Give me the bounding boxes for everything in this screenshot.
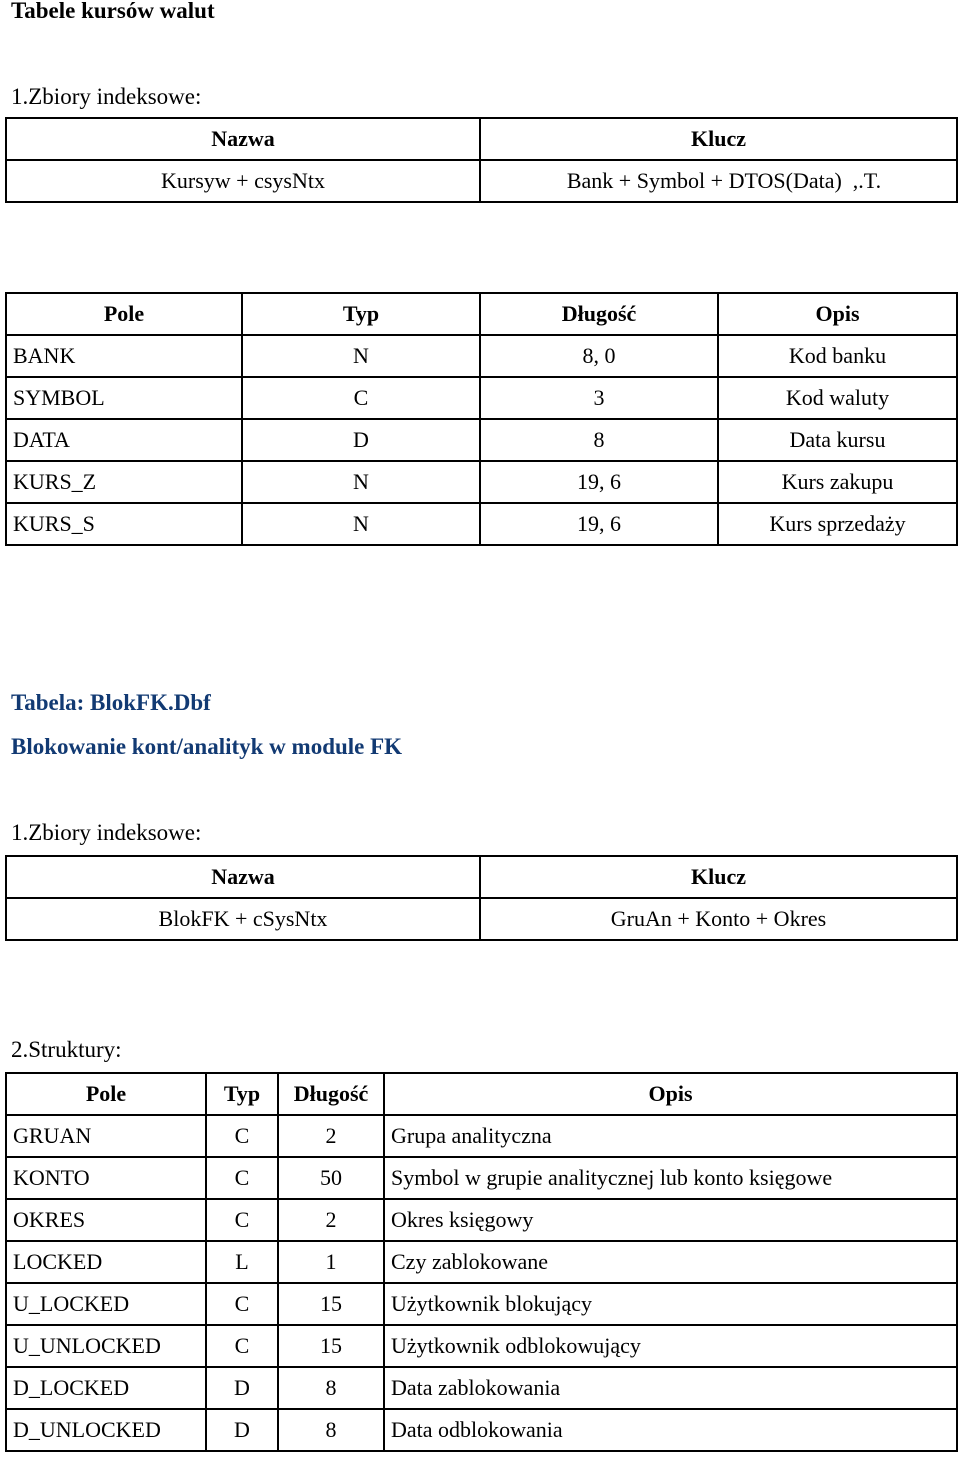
field-desc-cell: Kurs sprzedaży	[718, 503, 957, 545]
header-dlugosc: Długość	[278, 1073, 384, 1115]
field-name-cell: DATA	[6, 419, 242, 461]
table-row	[6, 160, 957, 202]
index-key-cell: Bank + Symbol + DTOS(Data) ,.T.	[480, 160, 957, 202]
field-length-cell: 1	[278, 1241, 384, 1283]
field-name-cell: OKRES	[6, 1199, 206, 1241]
structure-table-blokfk	[5, 1072, 958, 1452]
table-row	[6, 1157, 957, 1199]
field-type-cell: C	[242, 377, 480, 419]
table-row	[6, 1409, 957, 1451]
field-length-cell: 3	[480, 377, 718, 419]
field-desc-cell: Data odblokowania	[384, 1409, 957, 1451]
field-desc-cell: Symbol w grupie analitycznej lub konto księgowe	[384, 1157, 957, 1199]
field-desc-cell: Kod banku	[718, 335, 957, 377]
header-klucz: Klucz	[480, 856, 957, 898]
field-length-cell: 50	[278, 1157, 384, 1199]
field-desc-cell: Data zablokowania	[384, 1367, 957, 1409]
field-length-cell: 8	[480, 419, 718, 461]
table-row	[6, 335, 957, 377]
field-type-cell: C	[206, 1325, 278, 1367]
field-length-cell: 2	[278, 1199, 384, 1241]
header-opis: Opis	[384, 1073, 957, 1115]
field-desc-cell: Kurs zakupu	[718, 461, 957, 503]
index-name-cell: BlokFK + cSysNtx	[6, 898, 480, 940]
field-name-cell: D_LOCKED	[6, 1367, 206, 1409]
page-title: Tabele kursów walut	[11, 0, 215, 23]
field-desc-cell: Użytkownik odblokowujący	[384, 1325, 957, 1367]
field-type-cell: D	[206, 1409, 278, 1451]
table-description: Blokowanie kont/analityk w module FK	[11, 734, 403, 759]
table-header-row	[6, 856, 957, 898]
field-name-cell: KONTO	[6, 1157, 206, 1199]
field-type-cell: D	[242, 419, 480, 461]
field-name-cell: U_LOCKED	[6, 1283, 206, 1325]
index-table-kursy	[5, 117, 958, 203]
header-klucz: Klucz	[480, 118, 957, 160]
field-type-cell: C	[206, 1115, 278, 1157]
field-length-cell: 8	[278, 1409, 384, 1451]
field-type-cell: N	[242, 503, 480, 545]
header-opis: Opis	[718, 293, 957, 335]
index-sets-label: 1.Zbiory indeksowe:	[11, 820, 202, 845]
field-length-cell: 19, 6	[480, 461, 718, 503]
field-length-cell: 2	[278, 1115, 384, 1157]
field-desc-cell: Czy zablokowane	[384, 1241, 957, 1283]
table-row	[6, 898, 957, 940]
header-nazwa: Nazwa	[6, 856, 480, 898]
table-header-row	[6, 293, 957, 335]
header-pole: Pole	[6, 1073, 206, 1115]
field-name-cell: LOCKED	[6, 1241, 206, 1283]
field-type-cell: N	[242, 335, 480, 377]
field-name-cell: U_UNLOCKED	[6, 1325, 206, 1367]
table-row	[6, 1283, 957, 1325]
table-row	[6, 1367, 957, 1409]
field-type-cell: N	[242, 461, 480, 503]
field-length-cell: 15	[278, 1283, 384, 1325]
structure-table-kursy	[5, 292, 958, 546]
field-desc-cell: Okres księgowy	[384, 1199, 957, 1241]
header-typ: Typ	[206, 1073, 278, 1115]
field-name-cell: KURS_Z	[6, 461, 242, 503]
field-type-cell: C	[206, 1283, 278, 1325]
table-row	[6, 1325, 957, 1367]
field-name-cell: D_UNLOCKED	[6, 1409, 206, 1451]
index-name-cell: Kursyw + csysNtx	[6, 160, 480, 202]
field-desc-cell: Grupa analityczna	[384, 1115, 957, 1157]
index-sets-label: 1.Zbiory indeksowe:	[11, 84, 202, 109]
field-type-cell: D	[206, 1367, 278, 1409]
field-length-cell: 8	[278, 1367, 384, 1409]
header-typ: Typ	[242, 293, 480, 335]
table-row	[6, 377, 957, 419]
field-name-cell: BANK	[6, 335, 242, 377]
field-length-cell: 15	[278, 1325, 384, 1367]
header-dlugosc: Długość	[480, 293, 718, 335]
field-name-cell: KURS_S	[6, 503, 242, 545]
field-desc-cell: Użytkownik blokujący	[384, 1283, 957, 1325]
table-row	[6, 1115, 957, 1157]
field-length-cell: 19, 6	[480, 503, 718, 545]
field-desc-cell: Kod waluty	[718, 377, 957, 419]
table-file-label: Tabela: BlokFK.Dbf	[11, 690, 211, 715]
header-pole: Pole	[6, 293, 242, 335]
header-nazwa: Nazwa	[6, 118, 480, 160]
field-name-cell: SYMBOL	[6, 377, 242, 419]
field-type-cell: L	[206, 1241, 278, 1283]
table-row	[6, 1241, 957, 1283]
field-type-cell: C	[206, 1199, 278, 1241]
field-name-cell: GRUAN	[6, 1115, 206, 1157]
table-row	[6, 461, 957, 503]
index-table-blokfk	[5, 855, 958, 941]
field-type-cell: C	[206, 1157, 278, 1199]
field-length-cell: 8, 0	[480, 335, 718, 377]
structures-label: 2.Struktury:	[11, 1037, 122, 1062]
field-desc-cell: Data kursu	[718, 419, 957, 461]
table-row	[6, 1199, 957, 1241]
table-header-row	[6, 118, 957, 160]
index-key-cell: GruAn + Konto + Okres	[480, 898, 957, 940]
table-header-row	[6, 1073, 957, 1115]
table-row	[6, 503, 957, 545]
table-row	[6, 419, 957, 461]
